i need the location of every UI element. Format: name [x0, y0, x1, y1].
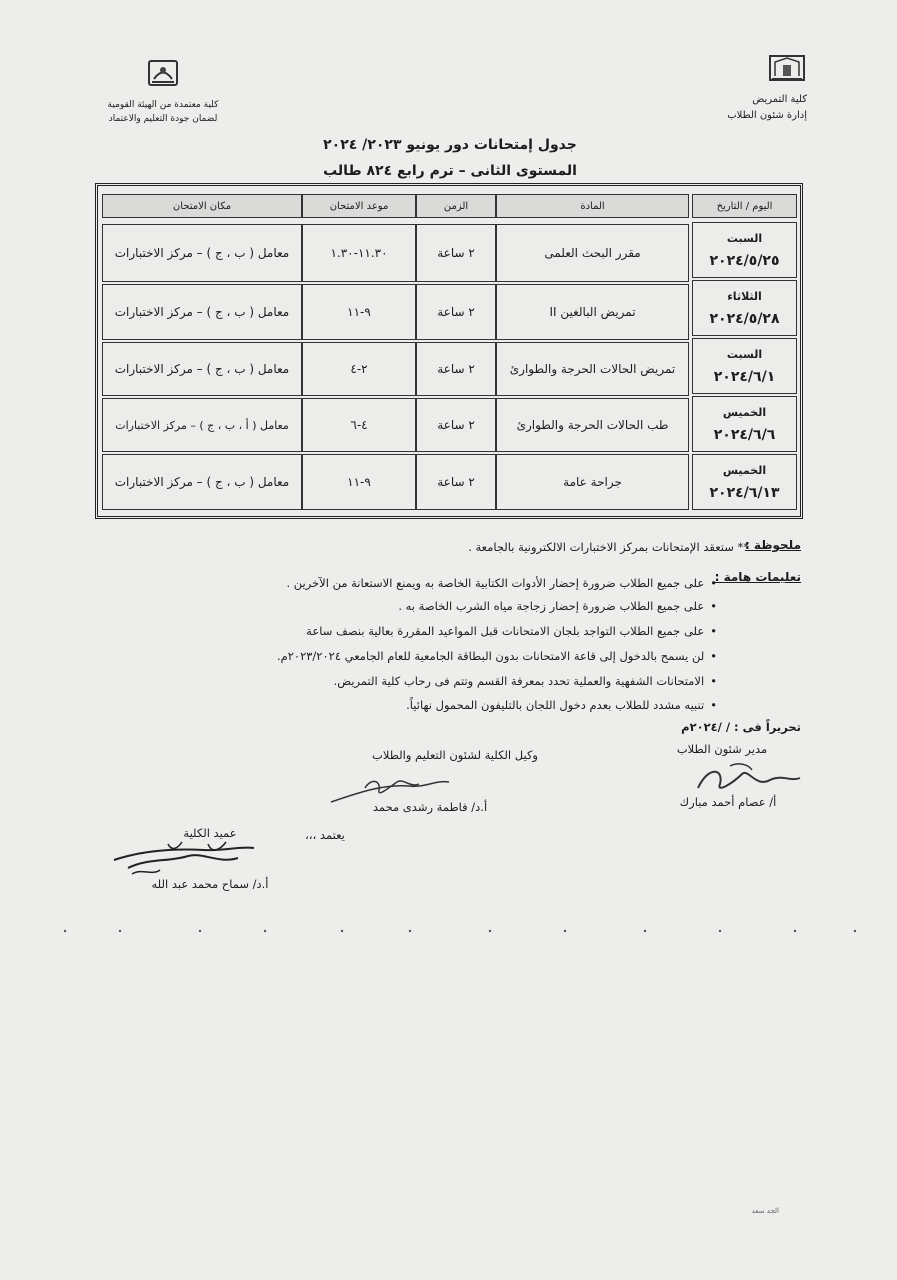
- instruction-item: •تنبيه مشدد للطلاب بعدم دخول اللجان بالتليفون المحمول نهائياً.: [406, 698, 717, 712]
- accreditation-line-1: كلية معتمدة من الهيئة القومية: [107, 100, 219, 110]
- row-2-location: معامل ( ب ، ج ) – مركز الاختبارات: [102, 284, 302, 340]
- faculty-logo-icon: [767, 50, 807, 82]
- faculty-header: [687, 50, 807, 124]
- row-4-subject: طب الحالات الحرجة والطوارئ: [496, 398, 689, 452]
- row-1-day: السبت: [726, 232, 763, 245]
- note-label: ملحوظة :: [744, 538, 801, 552]
- row-4-location: معامل ( أ ، ب ، ج ) – مركز الاختبارات: [102, 398, 302, 452]
- table-row-4-date: [692, 396, 797, 452]
- row-1-subject: مقرر البحث العلمى: [496, 224, 689, 282]
- manager-title: مدير شئون الطلاب: [676, 742, 768, 756]
- bullet-icon: •: [710, 649, 717, 663]
- row-2-date: ٢٠٢٤/٥/٢٨: [709, 311, 780, 327]
- header-subject: المادة: [496, 194, 689, 218]
- row-3-subject: تمريض الحالات الحرجة والطوارئ: [496, 342, 689, 396]
- approval-text: يعتمد ،،،: [305, 828, 345, 842]
- instruction-item: •لن يسمح بالدخول إلى قاعة الامتحانات بدون البطاقة الجامعية للعام الجامعي ٢٠٢٣/٢٠٢٤م.: [276, 649, 717, 663]
- note-text: ** ستعقد الإمتحانات بمركز الاختبارات الالكترونية بالجامعة .: [468, 540, 749, 554]
- row-3-duration: ٢ ساعة: [416, 342, 496, 396]
- instruction-item: •الامتحانات الشفهية والعملية تحدد بمعرفة القسم وتتم فى رحاب كلية التمريض.: [333, 674, 717, 688]
- row-1-time: ١١.٣٠-١.٣٠: [302, 224, 416, 282]
- row-5-date: ٢٠٢٤/٦/١٣: [709, 485, 780, 501]
- row-5-time: ٩-١١: [302, 454, 416, 510]
- bullet-icon: •: [710, 674, 717, 688]
- row-4-duration: ٢ ساعة: [416, 398, 496, 452]
- instructions-label: تعليمات هامة :: [714, 570, 801, 584]
- table-row-2-date: [692, 280, 797, 336]
- row-2-duration: ٢ ساعة: [416, 284, 496, 340]
- accreditation-header: [98, 58, 228, 126]
- dean-name: أ.د/ سماح محمد عبد الله: [151, 877, 269, 891]
- row-5-location: معامل ( ب ، ج ) – مركز الاختبارات: [102, 454, 302, 510]
- bullet-icon: •: [710, 624, 717, 638]
- table-row-1-date: [692, 222, 797, 278]
- vice-dean-title: وكيل الكلية لشئون التعليم والطلاب: [372, 748, 538, 762]
- vice-dean-name: أ.د/ فاطمة رشدى محمد: [372, 800, 488, 814]
- row-2-day: الثلاثاء: [727, 290, 762, 303]
- date-written: تحريراً فى : / /٢٠٢٤م: [681, 720, 801, 734]
- row-3-time: ٢-٤: [302, 342, 416, 396]
- header-exam-time: موعد الامتحان: [302, 194, 416, 218]
- instruction-item: •على جميع الطلاب التواجد بلجان الامتحانات قبل المواعيد المقررة بعالية بنصف ساعة: [306, 624, 717, 638]
- dean-signature: [108, 838, 258, 880]
- dotted-divider: [60, 928, 860, 934]
- row-4-day: الخميس: [722, 406, 767, 419]
- instruction-item: •على جميع الطلاب ضرورة إحضار الأدوات الكتابية الخاصة به ويمنع الاستعانة من الآخرين .: [286, 576, 717, 590]
- row-5-day: الخميس: [722, 464, 767, 477]
- faculty-name: كلية التمريض: [752, 94, 807, 105]
- row-4-time: ٤-٦: [302, 398, 416, 452]
- row-5-subject: جراحة عامة: [496, 454, 689, 510]
- row-5-duration: ٢ ساعة: [416, 454, 496, 510]
- accreditation-logo-icon: [143, 58, 183, 88]
- row-1-location: معامل ( ب ، ج ) – مركز الاختبارات: [102, 224, 302, 282]
- row-3-date: ٢٠٢٤/٦/١: [713, 369, 776, 385]
- instruction-item: •على جميع الطلاب ضرورة إحضار زجاجة مياه الشرب الخاصة به .: [398, 599, 717, 613]
- department-name: إدارة شئون الطلاب: [727, 110, 807, 121]
- manager-name: أ/ عصام أحمد مبارك: [679, 795, 777, 809]
- bullet-icon: •: [710, 599, 717, 613]
- header-day-date: اليوم / التاريخ: [692, 194, 797, 218]
- bullet-icon: •: [710, 698, 717, 712]
- footer-mark: الجد سعد: [751, 1207, 779, 1215]
- row-3-day: السبت: [726, 348, 763, 361]
- row-1-date: ٢٠٢٤/٥/٢٥: [709, 253, 780, 269]
- row-2-time: ٩-١١: [302, 284, 416, 340]
- accreditation-line-2: لضمان جودة التعليم والاعتماد: [108, 114, 218, 124]
- table-row-5-date: [692, 454, 797, 510]
- manager-signature: [690, 758, 810, 798]
- dean-title: عميد الكلية: [183, 826, 237, 840]
- row-1-duration: ٢ ساعة: [416, 224, 496, 282]
- bullet-icon: •: [710, 576, 717, 590]
- page-title: جدول إمتحانات دور يونيو ٢٠٢٣/ ٢٠٢٤: [323, 137, 577, 153]
- header-location: مكان الامتحان: [102, 194, 302, 218]
- row-3-location: معامل ( ب ، ج ) – مركز الاختبارات: [102, 342, 302, 396]
- table-row-3-date: [692, 338, 797, 394]
- page-subtitle: المستوى الثانى – ترم رابع ٨٢٤ طالب: [323, 163, 577, 179]
- row-2-subject: تمريض البالغين II: [496, 284, 689, 340]
- header-duration: الزمن: [416, 194, 496, 218]
- row-4-date: ٢٠٢٤/٦/٦: [713, 427, 776, 443]
